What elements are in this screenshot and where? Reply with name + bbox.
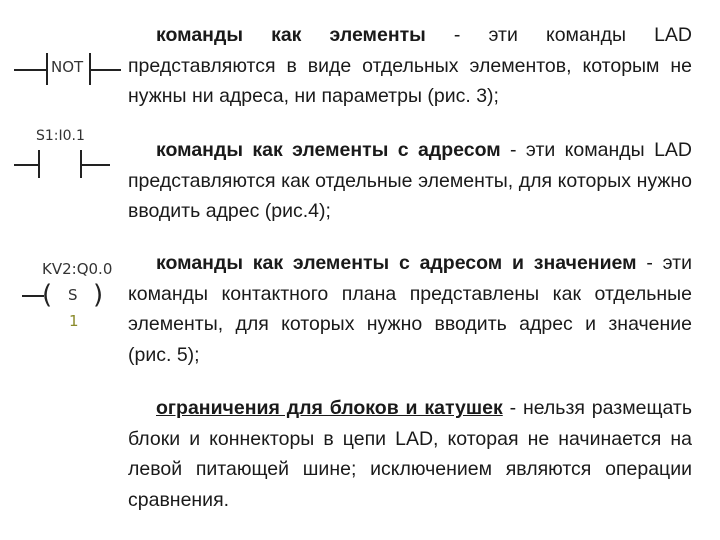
- text-elements-with-address-value: - эти команды контактного плана представлены как отдельные элементы, для которых нужно вводить адрес и значение (рис. 5);: [128, 252, 692, 366]
- text-elements-with-address: - эти команды LAD представляются как отдельные элементы, для которых нужно вводить адрес (рис.4);: [128, 139, 692, 222]
- coil-left-paren: (: [42, 280, 53, 310]
- paragraph-elements-with-address: [128, 135, 692, 227]
- term-elements: команды как элементы: [156, 24, 426, 46]
- coil-right-paren: ): [93, 280, 104, 310]
- text-elements: - эти команды LAD представляются в виде отдельных элементов, которым не нужны ни адреса, ни параметры (рис. 3);: [128, 24, 693, 107]
- coil-value: 1: [69, 312, 79, 330]
- contact-address-label: S1:I0.1: [36, 128, 85, 144]
- term-restrictions: ограничения для блоков и катушек: [156, 397, 503, 419]
- coil-address-label: KV2:Q0.0: [42, 260, 113, 278]
- term-elements-with-address: команды как элементы с адресом: [156, 139, 501, 161]
- term-elements-with-address-value: команды как элементы с адресом и значением: [156, 252, 637, 274]
- paragraph-elements-with-address-value: [128, 248, 692, 370]
- paragraph-elements: [128, 20, 692, 112]
- paragraph-restrictions: [128, 393, 692, 515]
- not-label: NOT: [51, 58, 84, 76]
- coil-letter: S: [68, 286, 78, 304]
- text-restrictions: - нельзя размещать блоки и коннекторы в цепи LAD, которая не начинается на левой питающей шине; исключением являются операции сравнения.: [128, 397, 693, 511]
